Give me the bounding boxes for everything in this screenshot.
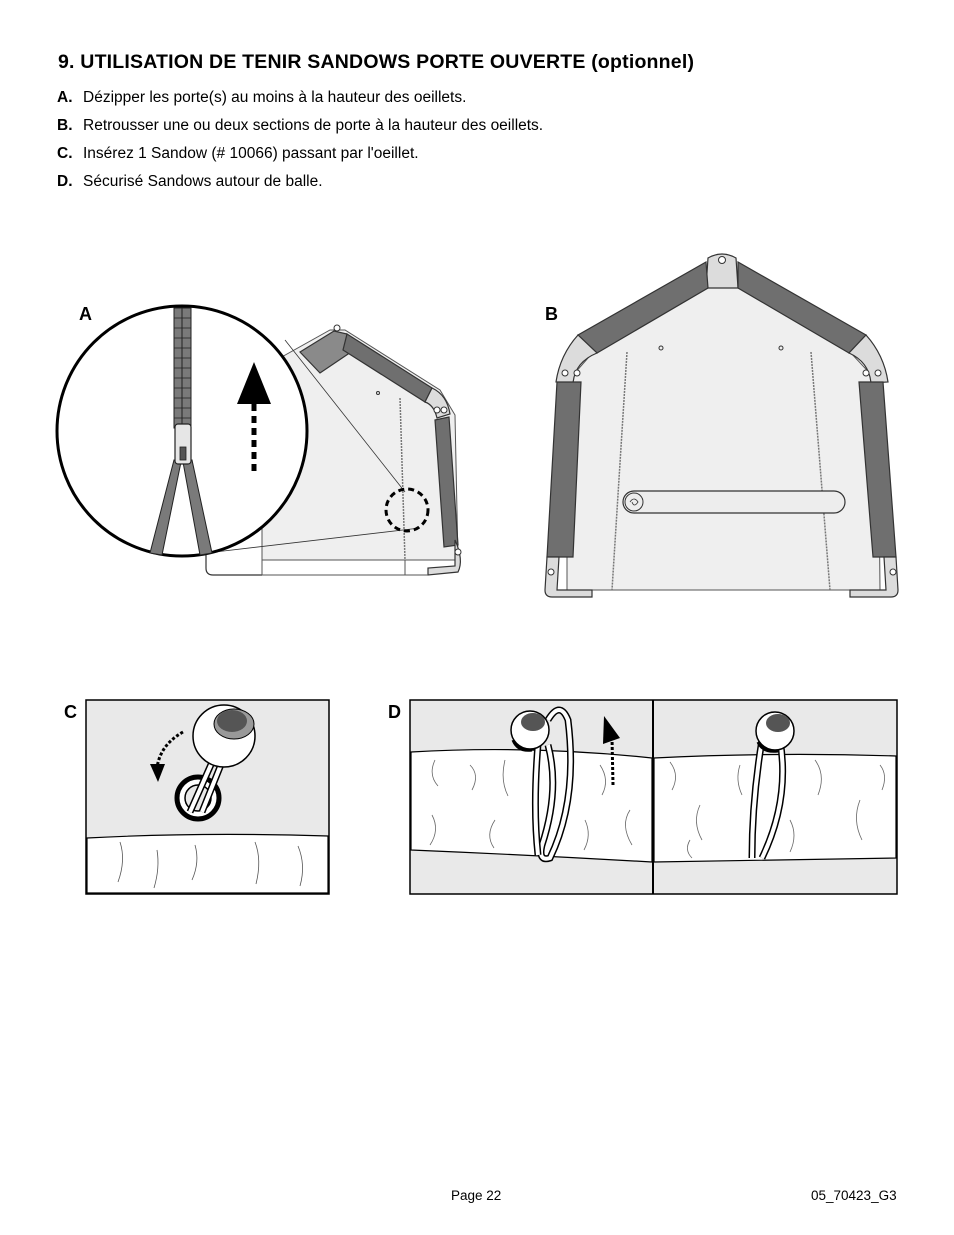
step-letter: A. xyxy=(57,89,73,106)
section-title-suffix: (optionnel) xyxy=(591,51,695,73)
step-letter: C. xyxy=(57,145,73,162)
step-text: Insérez 1 Sandow (# 10066) passant par l'oeillet. xyxy=(83,145,419,162)
figure-c-label: C xyxy=(64,702,77,722)
step-letter: D. xyxy=(57,173,73,190)
figure-b-label: B xyxy=(545,304,558,324)
step-text: Dézipper les porte(s) au moins à la hauteur des oeillets. xyxy=(83,89,467,106)
figure-a-label: A xyxy=(79,304,92,324)
step-letter: B. xyxy=(57,117,73,134)
document-code: 05_70423_G3 xyxy=(811,1188,897,1203)
step-text: Retrousser une ou deux sections de porte à la hauteur des oeillets. xyxy=(83,117,544,134)
step-text: Sécurisé Sandows autour de balle. xyxy=(83,173,323,190)
figure-d-label: D xyxy=(388,702,401,722)
page-number: Page 22 xyxy=(451,1188,502,1203)
section-title-main: 9. UTILISATION DE TENIR SANDOWS PORTE OUVERTE xyxy=(58,51,586,73)
